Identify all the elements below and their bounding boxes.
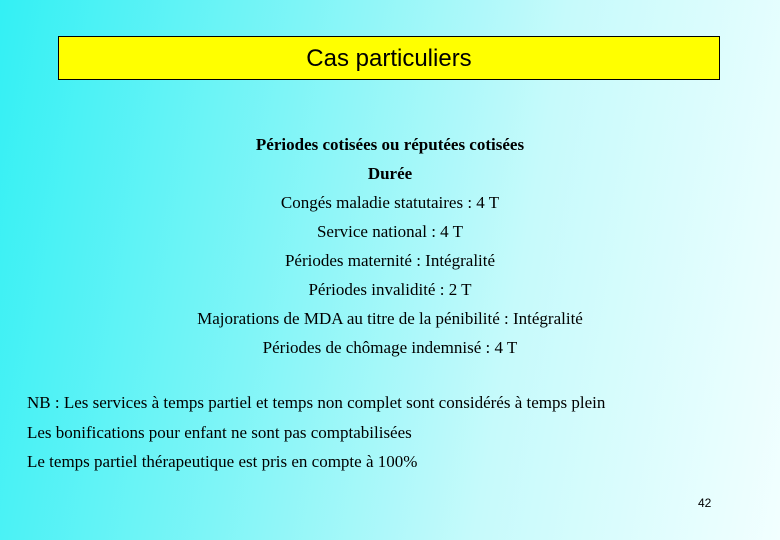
period-item: Périodes maternité : Intégralité <box>284 251 496 270</box>
periods-block <box>0 130 780 362</box>
slide-title: Cas particuliers <box>306 45 472 72</box>
periods-heading: Périodes cotisées ou réputées cotisées <box>255 135 525 154</box>
note-line: Les bonifications pour enfant ne sont pas comptabilisées <box>27 422 412 442</box>
period-item: Périodes de chômage indemnisé : 4 T <box>262 338 518 357</box>
page-number: 42 <box>698 496 712 510</box>
period-item: Périodes invalidité : 2 T <box>308 280 472 299</box>
period-item: Majorations de MDA au titre de la pénibilité : Intégralité <box>197 309 583 328</box>
title-box <box>58 36 720 80</box>
note-line: Le temps partiel thérapeutique est pris en compte à 100% <box>27 452 418 471</box>
period-item: Service national : 4 T <box>316 222 464 241</box>
note-line: NB : Les services à temps partiel et temps non complet sont considérés à temps plein <box>27 393 606 412</box>
period-item: Congés maladie statutaires : 4 T <box>280 193 500 212</box>
duration-heading: Durée <box>367 164 413 183</box>
notes-block <box>27 388 605 477</box>
